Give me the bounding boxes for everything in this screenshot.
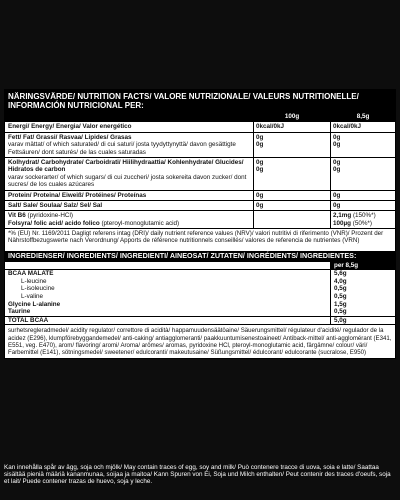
carbohydrate-serving: 0g — [333, 159, 341, 167]
carbohydrate-100g: 0g — [256, 159, 264, 167]
energy-100g: 0kcal/0kJ — [254, 122, 331, 131]
ingredient-name: TOTAL BCAA — [5, 317, 331, 325]
energy-label: Energi/ Energy/ Energia/ Valor energético — [5, 122, 254, 131]
carbohydrate-row — [5, 157, 395, 190]
protein-serving: 0g — [333, 191, 341, 199]
nutrition-label — [4, 89, 396, 359]
ingredient-total-row — [5, 316, 395, 325]
folic-acid-percent: (50%*) — [352, 219, 372, 227]
saturated-serving: 0g — [333, 141, 341, 149]
ingredient-name: L-isoleucine — [5, 285, 331, 293]
ingredient-row — [5, 308, 395, 316]
salt-row — [5, 200, 395, 210]
fat-label: Fett/ Fat/ Grassi/ Rasvaa/ Lipides/ Grasas — [8, 133, 132, 141]
ingredient-value: 5,0g — [334, 316, 347, 324]
ingredient-row — [5, 278, 395, 286]
ingredient-row — [5, 293, 395, 301]
column-header-row — [5, 111, 395, 121]
ingredients-header: INGREDIENSER/ INGREDIENTS/ INGREDIENTI/ AINEOSAT/ ZUTATEN/ INGRÉDIENTS/ INGREDIENTES: — [5, 251, 395, 261]
folic-acid-serving: 100µg — [333, 219, 351, 227]
ingredient-name: Taurine — [5, 308, 331, 316]
folic-acid-label: Folsyra/ folic acid/ acido folico — [8, 219, 100, 227]
ingredient-value: 4,0g — [334, 277, 347, 285]
vitamin-b6-sub: (pyridoxine-HCl) — [27, 212, 73, 220]
ingredient-value: 0,5g — [334, 293, 347, 301]
ingredient-name: L-valine — [5, 293, 331, 301]
ingredient-row — [5, 301, 395, 309]
column-8-5g: 8,5g — [356, 113, 370, 120]
ingredient-value: 1,5g — [334, 300, 347, 308]
column-100g: 100g — [254, 112, 331, 121]
fat-100g: 0g — [256, 133, 264, 141]
ingredients-text: surhetsregleradmedel/ acidity regulator/ correttore di acidità/ happamuudensäätöaine/ Säuerungsmittel/ régulateur d'acidité/ regulador de la acidez (E296), klumpförebyggandemedel/ anti-caking/ antiagglomeranti/ paakkuuntumisenestoaineet/ Antiback-mittel/ anti-agglomérant (E341, E551, veg. E470), arom/ flavoring/ aromi/ Aroma/ arômes/ aromas, pyridoxine HCl, pteroyl-monoglutamic acid, färgämne/ colour/ väri/ Farbemittel (E141), sötningsmedel/ sweetener/ edulcoranti/ makeutusaine/ Süßungsmittel/ édulcorant/ edulcorante (sucralose, E950) — [5, 324, 395, 358]
energy-row — [5, 121, 395, 131]
salt-label: Salt/ Sale/ Soulaa/ Salz/ Sel/ Sal — [5, 201, 254, 210]
ingredient-value: 0,5g — [334, 285, 347, 293]
ingredient-name: Glycine L-alanine — [5, 301, 331, 309]
fat-row — [5, 132, 395, 157]
sugars-label: varav sockerarter/ of which sugars/ di cui zuccheri/ josta sokereita davon zucker/ dont sucres/ de los cuales azúcares — [8, 173, 247, 189]
saturated-label: varav mättat/ of which saturated/ di cui saturi/ josta tyydyttynyttä/ davon gesättigte Fettsäuren/ dont saturés/ de las cuales saturadas — [8, 141, 236, 156]
vitamin-b6-label: Vit B6 — [8, 212, 26, 220]
saturated-100g: 0g — [256, 141, 264, 149]
vitamin-b6-serving: 2,1mg — [333, 212, 352, 220]
ingredients-per-row — [5, 261, 395, 270]
folic-acid-sub: (pteroyl-monoglutamic acid) — [101, 219, 180, 227]
salt-serving: 0g — [333, 202, 341, 210]
sugars-100g: 0g — [256, 166, 264, 174]
sugars-serving: 0g — [333, 166, 341, 174]
vitamin-b6-percent: (150%*) — [352, 212, 376, 220]
vitamin-row — [5, 210, 395, 228]
ingredient-value: 0,5g — [334, 308, 347, 316]
rdi-note: *% (EU) Nr. 1169/2011 Dagligt referens intag (DRI)/ daily nutrient reference values (NRV)/ valori nutritivi di riferimento (VNR)/ Prozent der Nährstoffbezugswerte nach Verordnung/ Apports de référence nutritionnels conseillés/ valores de referencia de nutrientes (VRN) — [5, 228, 395, 246]
ingredient-value: 5,6g — [334, 270, 347, 278]
protein-row — [5, 190, 395, 200]
ingredient-row — [5, 285, 395, 293]
nutrition-title: NÄRINGSVÄRDE/ NUTRITION FACTS/ VALORE NUTRIZIONALE/ VALEURS NUTRITIONELLE/ INFORMACIÓN NUTRICIONAL PER: — [5, 90, 395, 111]
ingredient-name: BCAA MALATE — [5, 270, 331, 278]
carbohydrate-label: Kolhydrat/ Carbohydrate/ Carboidrati/ Hiilihydraattia/ Kohlenhydrate/ Glucides/ Hidratos de carbon — [8, 159, 244, 174]
protein-label: Protein/ Proteina/ Eiweiß/ Protéines/ Proteínas — [5, 191, 254, 200]
energy-serving: 0kcal/0kJ — [333, 123, 362, 131]
protein-100g: 0g — [254, 191, 331, 200]
salt-100g: 0g — [254, 201, 331, 210]
allergen-footer: Kan innehålla spår av ägg, soja och mjölk/ May contain traces of egg, soy and milk/ Può contenere tracce di uova, soia e latte/ Saattaa sisältää pieniä määriä kananmunaa, soijaa ja maitoa/ Kann Spuren von Ei, Soja und Milch enthalten/ Peut contenir des traces d'oeufs, soja et lait/ Puede contener trazas de huevo, soja y leche. — [4, 464, 391, 486]
fat-serving: 0g — [333, 133, 341, 141]
ingredient-row — [5, 269, 395, 278]
ingredients-per: per 8,5g — [331, 262, 395, 270]
ingredient-name: L-leucine — [5, 278, 331, 286]
